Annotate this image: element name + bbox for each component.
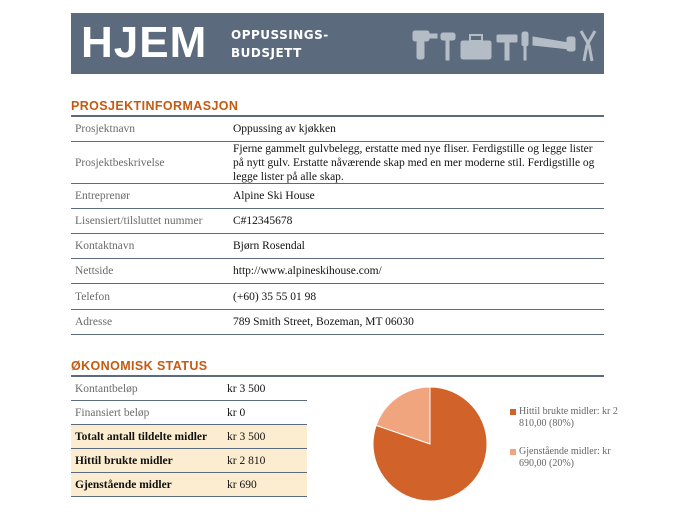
row-value: 789 Smith Street, Bozeman, MT 06030	[233, 316, 414, 328]
legend-swatch	[510, 409, 516, 415]
row-value: C#12345678	[233, 215, 293, 227]
row-label: Gjenstående midler	[75, 478, 172, 491]
table-row	[71, 117, 604, 142]
table-row	[71, 310, 604, 335]
row-label: Kontaktnavn	[75, 240, 135, 252]
pie-svg	[370, 374, 490, 514]
row-label: Entreprenør	[75, 190, 130, 202]
header-banner	[71, 13, 604, 74]
table-row	[71, 284, 604, 310]
row-label: Hittil brukte midler	[75, 454, 173, 467]
table-row	[71, 209, 604, 234]
row-label: Prosjektnavn	[75, 123, 136, 135]
row-value: (+60) 35 55 01 98	[233, 290, 317, 303]
row-value: kr 3 500	[227, 430, 266, 443]
project-info-table	[71, 117, 604, 335]
row-value: kr 0	[227, 406, 246, 419]
table-row	[71, 401, 307, 425]
row-label: Totalt antall tildelte midler	[75, 430, 208, 443]
table-row	[71, 377, 307, 401]
hammer-icon	[497, 35, 517, 60]
row-label: Lisensiert/tilsluttet nummer	[75, 215, 203, 227]
row-label: Kontantbeløp	[75, 382, 138, 395]
row-label: Telefon	[75, 290, 110, 303]
subtitle-line-2: BUDSJETT	[231, 46, 302, 60]
handsaw-icon	[533, 37, 575, 51]
row-value: http://www.alpineskihouse.com/	[233, 265, 382, 277]
row-label: Adresse	[75, 316, 113, 328]
row-label: Prosjektbeskrivelse	[75, 156, 165, 169]
section-title-financial-status: ØKONOMISK STATUS	[71, 359, 208, 373]
budget-pie-chart	[370, 374, 618, 514]
row-value: Oppussing av kjøkken	[233, 123, 336, 135]
screwdriver-icon	[522, 32, 528, 60]
row-value: kr 690	[227, 478, 257, 491]
drill-icon	[413, 31, 437, 59]
table-row	[71, 473, 307, 497]
row-value: Bjørn Rosendal	[233, 240, 305, 252]
row-value: kr 2 810	[227, 454, 266, 467]
table-row	[71, 425, 307, 449]
paint-roller-icon	[441, 33, 455, 60]
table-row	[71, 234, 604, 259]
toolbox-icon	[461, 35, 491, 59]
section-title-project-info: PROSJEKTINFORMASJON	[71, 99, 239, 113]
legend-swatch	[510, 449, 516, 455]
table-row	[71, 259, 604, 284]
subtitle-line-1: OPPUSSINGS-	[231, 28, 329, 42]
financial-status-table	[71, 377, 307, 497]
table-row	[71, 449, 307, 473]
row-value: kr 3 500	[227, 382, 266, 395]
row-value: Alpine Ski House	[233, 190, 315, 202]
row-value: Fjerne gammelt gulvbelegg, erstatte med nye fliser. Ferdigstille og legge lister på nytt gulv. Erstatte nåværende skap med en mer moderne stil. Ferdigstille og legge lister på alle skap.	[233, 142, 595, 183]
table-row	[71, 184, 604, 209]
page-title: HJEM	[81, 18, 208, 67]
legend-label: Hittil brukte midler: kr 2 810,00 (80%)	[519, 406, 618, 429]
legend-label: Gjenstående midler: kr 690,00 (20%)	[519, 446, 611, 469]
table-row	[71, 142, 604, 184]
tools-illustration	[409, 23, 599, 65]
page-subtitle	[231, 26, 329, 62]
pliers-icon	[581, 31, 595, 61]
row-label: Finansiert beløp	[75, 406, 150, 419]
row-label: Nettside	[75, 265, 114, 277]
